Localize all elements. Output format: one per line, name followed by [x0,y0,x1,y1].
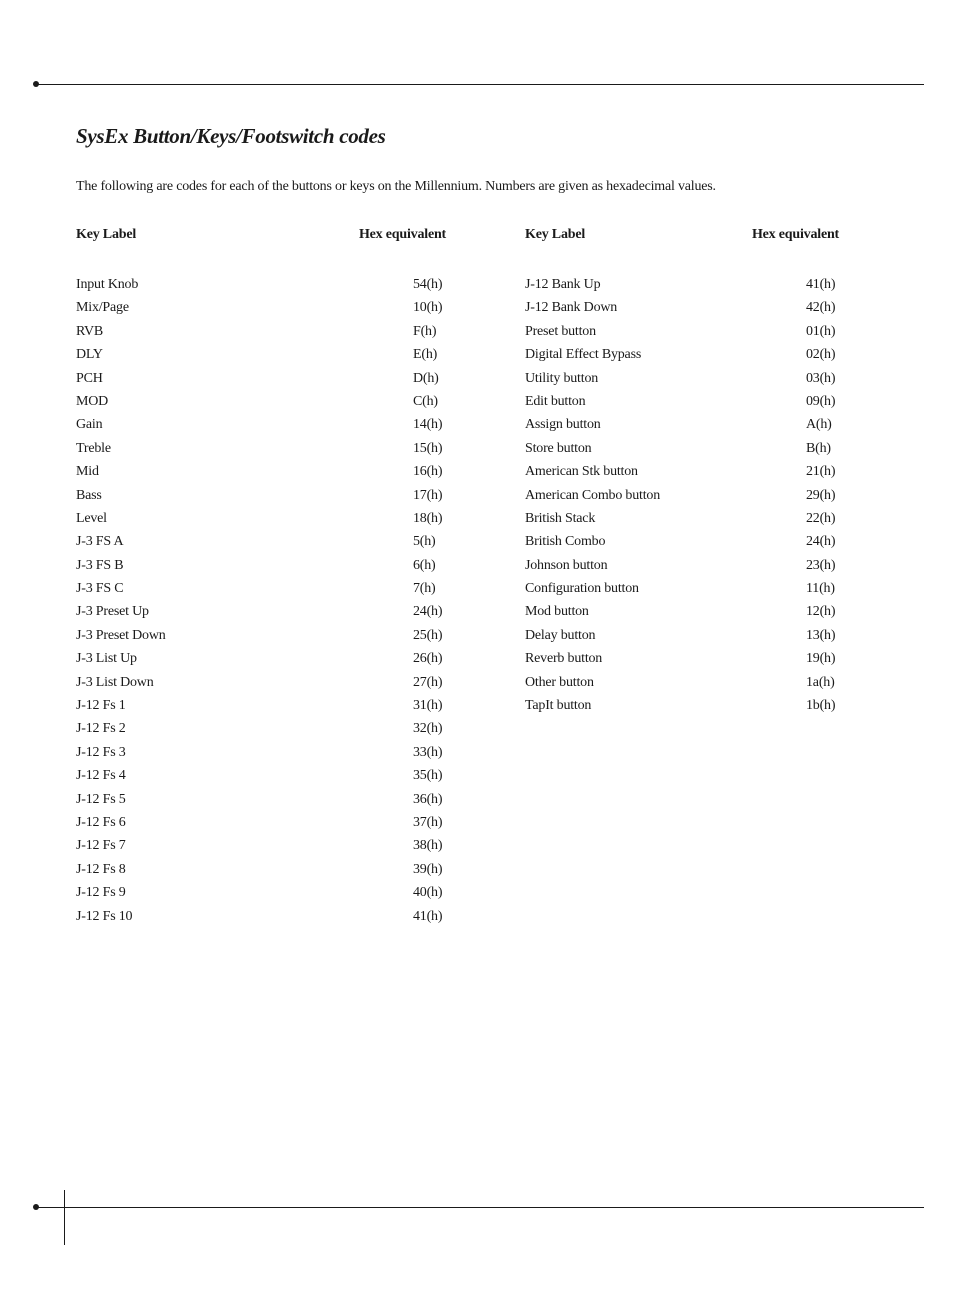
table-body [525,273,839,717]
table-row [76,530,446,553]
hex-value-cell: 13(h) [806,627,836,643]
table-row [76,764,446,787]
hex-value-cell: 7(h) [413,581,436,597]
table-row [525,390,839,413]
intro-paragraph: The following are codes for each of the buttons or keys on the Millennium. Numbers are given as hexadecimal values. [76,179,716,194]
table-row [76,296,446,319]
table-row [76,647,446,670]
key-label-cell: Preset button [525,323,596,339]
table-row [525,296,839,319]
hex-value-cell: 35(h) [413,768,443,784]
table-row [76,273,446,296]
key-label-cell: Configuration button [525,581,639,597]
key-label-cell: J-12 Fs 9 [76,885,126,901]
key-label-cell: British Stack [525,510,596,526]
key-label-cell: Assign button [525,417,601,433]
hex-value-cell: 24(h) [806,534,836,550]
hex-value-cell: 31(h) [413,698,443,714]
key-label-cell: RVB [76,323,104,339]
key-label-cell: Mod button [525,604,589,620]
table-row [76,834,446,857]
key-label-cell: J-12 Bank Up [525,277,601,292]
table-row [76,811,446,834]
hex-value-cell: 27(h) [413,674,443,690]
table-row [525,647,839,670]
key-label-cell: Reverb button [525,651,603,667]
key-label-cell: Other button [525,674,594,690]
key-label-cell: British Combo [525,534,606,550]
hex-value-cell: 1b(h) [806,698,836,714]
key-label-cell: Store button [525,440,592,456]
hex-value-cell: 09(h) [806,393,836,409]
hex-value-cell: 02(h) [806,347,836,363]
key-label-cell: PCH [76,370,103,386]
key-label-cell: DLY [76,347,103,363]
table-row [76,905,446,928]
key-label-cell: J-12 Bank Down [525,300,618,316]
hex-value-cell: 25(h) [413,627,443,643]
key-label-cell: J-12 Fs 10 [76,908,133,924]
hex-value-cell: A(h) [806,417,832,433]
table-row [76,881,446,904]
bottom-rule [36,1207,924,1208]
table-row [76,788,446,811]
hex-value-cell: E(h) [413,347,438,363]
hex-value-cell: 23(h) [806,557,836,573]
hex-value-cell: 10(h) [413,300,443,316]
table-row [525,577,839,600]
column-header-key-label: Key Label [525,227,586,242]
hex-value-cell: 6(h) [413,557,436,573]
key-label-cell: J-3 FS B [76,557,124,573]
key-label-cell: Bass [76,487,102,503]
table-row [76,671,446,694]
column-header-key-label: Key Label [76,227,137,242]
hex-value-cell: 5(h) [413,534,436,550]
hex-value-cell: 33(h) [413,744,443,760]
right-code-table [525,226,839,717]
key-label-cell: Digital Effect Bypass [525,347,642,363]
table-body [76,273,446,928]
hex-value-cell: 03(h) [806,370,836,386]
hex-value-cell: 21(h) [806,464,836,480]
hex-value-cell: 54(h) [413,277,443,292]
bottom-rule-bullet [33,1204,39,1210]
hex-value-cell: 32(h) [413,721,443,737]
table-row [76,320,446,343]
key-label-cell: J-12 Fs 2 [76,721,126,737]
table-row [76,507,446,530]
table-row [76,413,446,436]
key-label-cell: Treble [76,440,111,456]
top-rule-bullet [33,81,39,87]
hex-value-cell: 15(h) [413,440,443,456]
table-row [76,437,446,460]
key-label-cell: Edit button [525,393,586,409]
hex-value-cell: 40(h) [413,885,443,901]
key-label-cell: American Combo button [525,487,661,503]
table-header [76,226,446,249]
key-label-cell: J-3 Preset Up [76,604,149,620]
table-row [76,554,446,577]
key-label-cell: J-3 FS C [76,581,124,597]
table-row [525,320,839,343]
hex-value-cell: D(h) [413,370,439,386]
key-label-cell: J-3 List Up [76,651,137,667]
key-label-cell: J-3 FS A [76,534,124,550]
key-label-cell: J-12 Fs 5 [76,791,126,807]
key-label-cell: TapIt button [525,698,592,714]
hex-value-cell: 39(h) [413,861,443,877]
hex-value-cell: 14(h) [413,417,443,433]
table-row [76,460,446,483]
hex-value-cell: 01(h) [806,323,836,339]
table-row [525,367,839,390]
hex-value-cell: 41(h) [413,908,443,924]
table-row [525,694,839,717]
key-label-cell: Mix/Page [76,300,129,316]
page-title: SysEx Button/Keys/Footswitch codes [76,124,386,148]
table-row [525,273,839,296]
bottom-crop-mark [64,1190,65,1245]
key-label-cell: Johnson button [525,557,608,573]
hex-value-cell: 19(h) [806,651,836,667]
table-row [76,624,446,647]
hex-value-cell: 42(h) [806,300,836,316]
key-label-cell: J-12 Fs 8 [76,861,126,877]
table-row [525,554,839,577]
key-label-cell: J-12 Fs 6 [76,814,126,830]
key-label-cell: Level [76,510,107,526]
left-code-table [76,226,446,928]
key-label-cell: J-12 Fs 3 [76,744,126,760]
hex-value-cell: 37(h) [413,814,443,830]
hex-value-cell: 26(h) [413,651,443,667]
hex-value-cell: 12(h) [806,604,836,620]
key-label-cell: American Stk button [525,464,638,480]
hex-value-cell: 16(h) [413,464,443,480]
table-row [525,437,839,460]
table-row [76,600,446,623]
key-label-cell: J-12 Fs 1 [76,698,126,714]
key-label-cell: MOD [76,393,109,409]
table-row [76,717,446,740]
table-row [525,600,839,623]
top-rule [36,84,924,85]
key-label-cell: J-12 Fs 4 [76,768,126,784]
table-row [76,343,446,366]
key-label-cell: J-3 Preset Down [76,627,166,643]
table-row [525,343,839,366]
hex-value-cell: 41(h) [806,277,836,292]
table-row [76,367,446,390]
table-row [525,624,839,647]
key-label-cell: Mid [76,464,99,480]
table-header [525,226,839,249]
table-row [525,671,839,694]
hex-value-cell: 24(h) [413,604,443,620]
table-row [525,460,839,483]
column-header-hex: Hex equivalent [358,227,446,242]
table-row [76,484,446,507]
key-label-cell: Gain [76,417,103,433]
table-row [76,741,446,764]
table-row [76,577,446,600]
hex-value-cell: 11(h) [806,581,835,597]
table-row [525,507,839,530]
hex-value-cell: 38(h) [413,838,443,854]
table-row [525,484,839,507]
hex-value-cell: B(h) [806,440,831,456]
hex-value-cell: 36(h) [413,791,443,807]
column-header-hex: Hex equivalent [751,227,839,242]
hex-value-cell: 17(h) [413,487,443,503]
table-row [76,390,446,413]
hex-value-cell: 22(h) [806,510,836,526]
hex-value-cell: 29(h) [806,487,836,503]
hex-value-cell: F(h) [413,323,437,339]
hex-value-cell: C(h) [413,393,438,409]
table-row [76,858,446,881]
key-label-cell: J-3 List Down [76,674,154,690]
table-row [525,413,839,436]
table-row [525,530,839,553]
table-row [76,694,446,717]
key-label-cell: J-12 Fs 7 [76,838,126,854]
key-label-cell: Delay button [525,627,596,643]
key-label-cell: Utility button [525,370,599,386]
hex-value-cell: 1a(h) [806,674,835,690]
hex-value-cell: 18(h) [413,510,443,526]
key-label-cell: Input Knob [76,277,139,292]
